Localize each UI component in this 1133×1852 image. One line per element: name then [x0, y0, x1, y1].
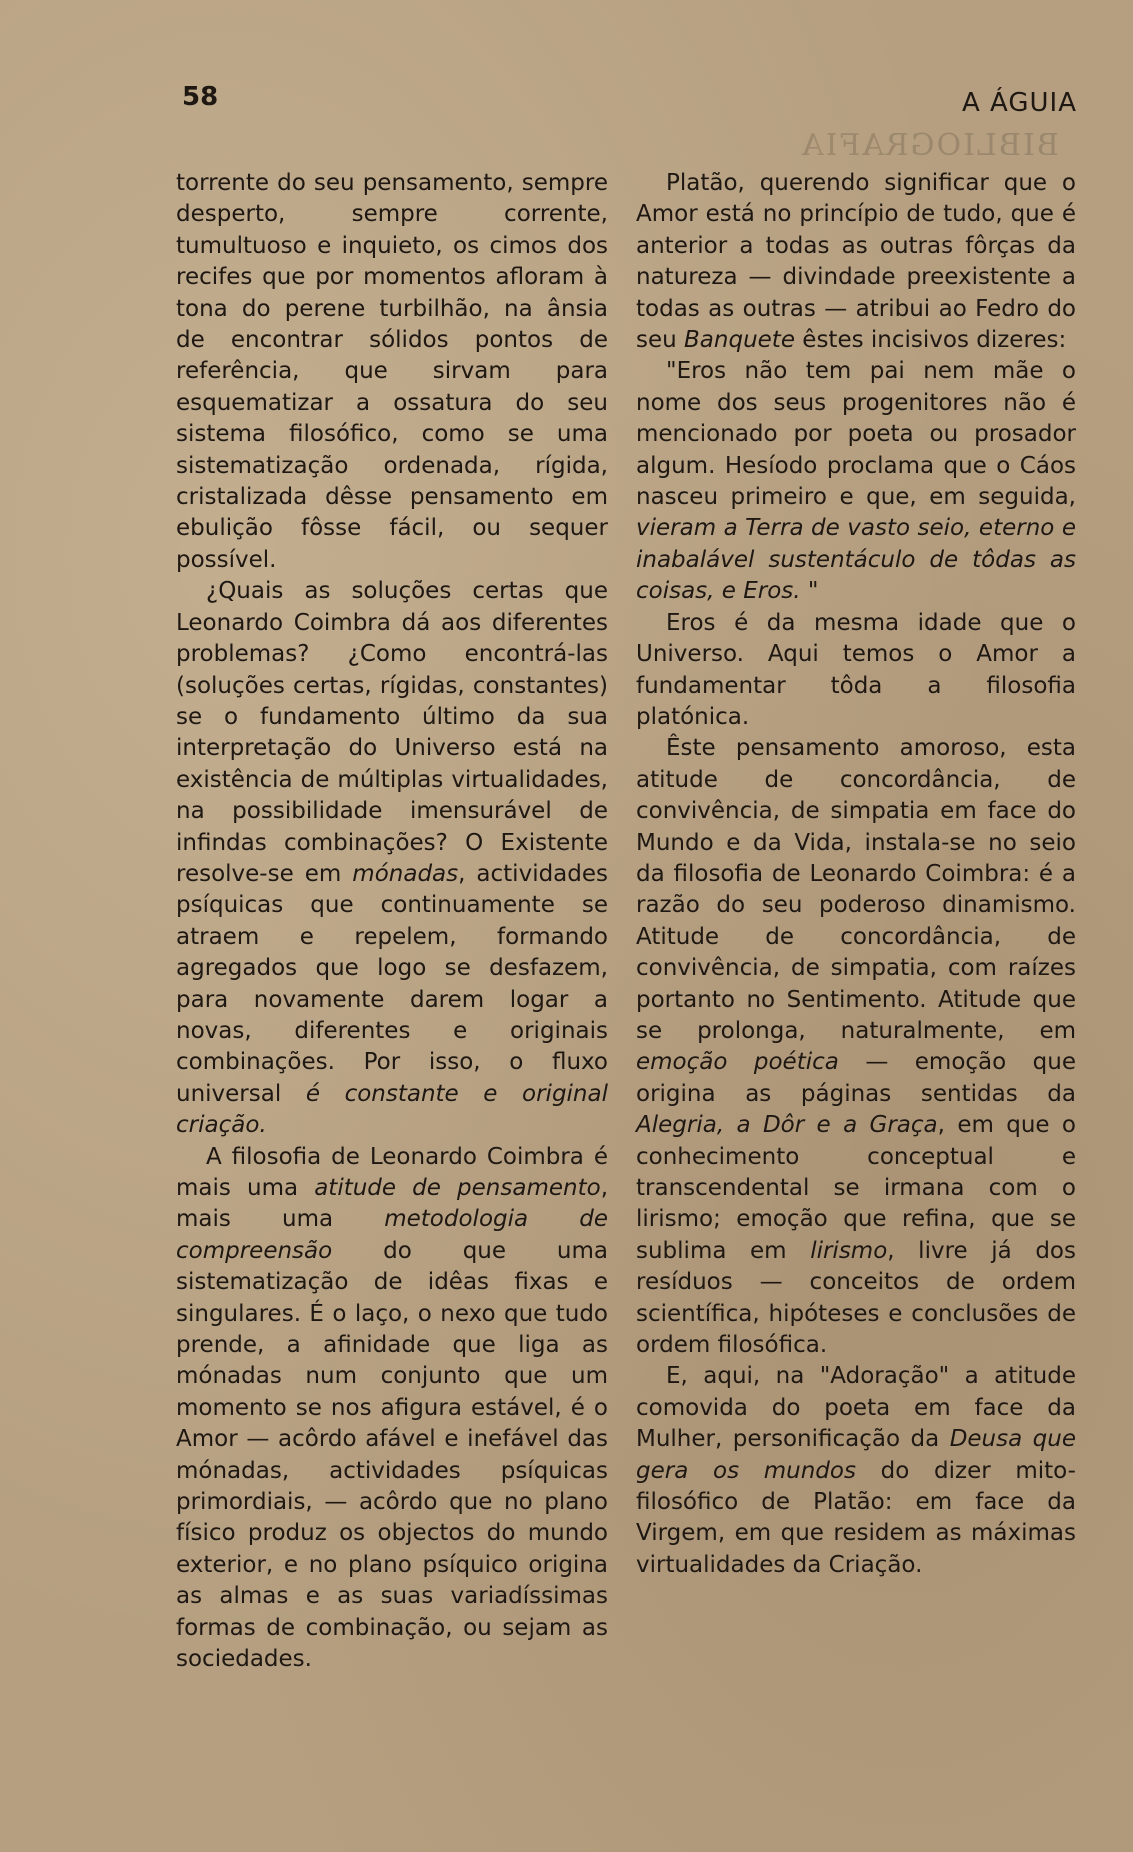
left-column [176, 168, 608, 1676]
text-run: A filosofia de Leonardo Coimbra é mais uma [176, 1143, 608, 1201]
italic-run: vieram a Terra de vasto seio, eterno e inabalável sustentáculo de tôdas as coisas, e Eros. [636, 515, 1076, 605]
text-run: ¿Quais as soluções certas que Leonardo Coimbra dá aos diferentes problemas? ¿Como encontrá-las (soluções certas, rígidas, constantes) se o fundamento último da sua interpretação do Universo está na existência de múltiplas virtualidades, na possibilidade imensurável de infindas combinações? O Existente resolve-se em [176, 578, 608, 887]
text-run: do dizer mito-filosófico de Platão: em face da Virgem, em que residem as máximas virtualidades da Criação. [636, 1457, 1076, 1578]
text-run: E, aqui, na "Adoração" a atitude comovida do poeta em face da Mulher, personificação da [636, 1363, 1076, 1453]
right-paragraph-1 [636, 168, 1076, 356]
italic-run: Deusa que gera os mundos [636, 1426, 1077, 1484]
right-paragraph-4 [636, 733, 1076, 1361]
right-paragraph-3: Eros é da mesma idade que o Universo. Aqui temos o Amor a fundamentar tôda a filosofia platónica. [636, 609, 1076, 730]
left-paragraph-1: torrente do seu pensamento, sempre desperto, sempre corrente, tumultuoso e inquieto, os cimos dos recifes que por momentos afloram à tona do perene turbilhão, na ânsia de encontrar sólidos pontos de referência, que sirvam para esquematizar a ossatura do seu sistema filosófico, como se uma sistematização ordenada, rígida, cristalizada dêsse pensamento em ebulição fôsse fácil, ou sequer possível. [176, 170, 608, 573]
italic-run: mónadas [352, 860, 459, 887]
text-run: do que uma sistematização de idêas fixas e singulares. É o laço, o nexo que tudo prende, a afinidade que liga as mónadas num conjunto que um momento se nos afigura estável, é o Amor — acôrdo afável e inefável das mónadas, actividades psíquicas primordiais, — acôrdo que no plano físico produz os objectos do mundo exterior, e no plano psíquico origina as almas e as suas variadíssimas formas de combinação, ou sejam as sociedades. [176, 1237, 608, 1673]
text-run: , livre já dos resíduos — conceitos de ordem scientífica, hipóteses e conclusões de ordem filosófica. [636, 1237, 1076, 1359]
right-column [636, 168, 1076, 1581]
running-head: A ÁGUIA [961, 88, 1077, 118]
italic-run: Alegria, a Dôr e a Graça [636, 1112, 938, 1139]
text-run: Platão, querendo significar que o Amor está no princípio de tudo, que é anterior a todas as outras fôrças da natureza — divindade preexistente a todas as outras — atribui ao Fedro do seu [636, 170, 1076, 354]
italic-run: lirismo [810, 1237, 888, 1264]
italic-run: atitude de pensamento [314, 1175, 601, 1201]
italic-run: metodologia de compreensão [176, 1206, 608, 1264]
text-run: , em que o conhecimento conceptual e transcendental se irmana com o lirismo; emoção que refina, que se sublima em [636, 1112, 1076, 1264]
left-paragraph-2 [176, 576, 608, 1141]
page-number: 58 [182, 82, 219, 112]
text-run: Êste pensamento amoroso, esta atitude de concordância, de convivência, de simpatia em face do Mundo e da Vida, instala-se no seio da filosofia de Leonardo Coimbra: é a razão do seu poderoso dinamismo. Atitude de concordância, de convivência, de simpatia, com raízes portanto no Sentimento. Atitude que se prolonga, naturalmente, em [636, 735, 1076, 1044]
text-run: , actividades psíquicas que continuamente se atraem e repelem, formando agregados que logo se desfazem, para novamente darem logar a novas, diferentes e originais combinações. Por isso, o fluxo universal [176, 860, 609, 1107]
text-run: , mais uma [176, 1175, 608, 1233]
bleed-through-text: BIBLIOGRAFIA [800, 128, 1059, 163]
italic-run: é constante e original criação. [176, 1080, 608, 1139]
left-paragraph-3 [176, 1142, 608, 1676]
right-paragraph-5 [636, 1361, 1076, 1581]
text-run: "Eros não tem pai nem mãe o nome dos seus progenitores não é mencionado por poeta ou prosador algum. Hesíodo proclama que o Cáos nasceu primeiro e que, em seguida, [636, 358, 1076, 511]
text-run: êstes incisivos dizeres: [794, 327, 1067, 354]
right-paragraph-2-quote [636, 356, 1076, 607]
italic-run: Banquete [684, 327, 795, 354]
text-run: — emoção que origina as páginas sentidas da [636, 1049, 1076, 1107]
text-run: " [800, 578, 819, 605]
italic-run: emoção poética [636, 1049, 839, 1076]
